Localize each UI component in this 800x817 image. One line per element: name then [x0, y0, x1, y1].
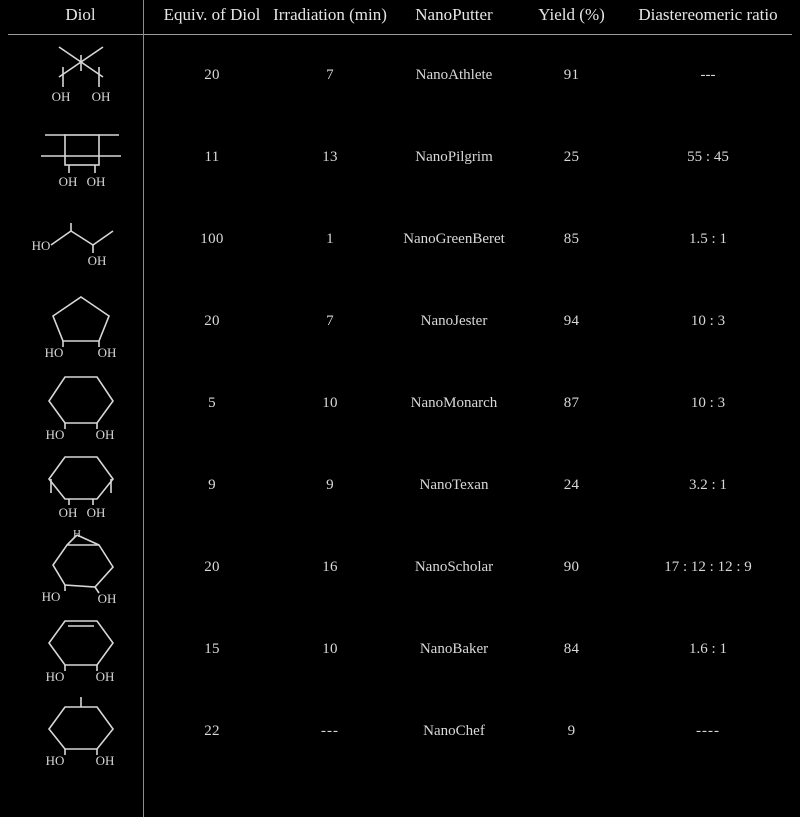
- table-row: [8, 445, 792, 527]
- yield-value: 91: [563, 67, 580, 84]
- equiv-value: 15: [204, 641, 220, 658]
- putter-name: NanoPilgrim: [415, 149, 493, 166]
- svg-text:OH: OH: [91, 88, 110, 104]
- yield-value: 87: [563, 395, 580, 412]
- putter-name: NanoJester: [420, 313, 488, 330]
- irradiation-value: 13: [322, 149, 338, 166]
- svg-text:OH: OH: [95, 752, 114, 768]
- equiv-value: 22: [204, 723, 220, 740]
- dr-value: ----: [696, 723, 720, 740]
- equiv-value: 20: [204, 559, 220, 576]
- dr-value: 17 : 12 : 12 : 9: [664, 559, 752, 576]
- molecule-diagram: [16, 447, 146, 525]
- table-row: [8, 117, 792, 199]
- svg-text:OH: OH: [58, 173, 77, 189]
- results-table: [8, 0, 792, 773]
- yield-value: 9: [567, 723, 576, 740]
- svg-text:HO: HO: [41, 588, 60, 604]
- equiv-value: 100: [200, 231, 224, 248]
- column-header-yield: Yield (%): [519, 0, 624, 34]
- dr-value: 1.6 : 1: [689, 641, 727, 658]
- dr-value: 55 : 45: [687, 149, 729, 166]
- dr-value: 3.2 : 1: [689, 477, 727, 494]
- yield-value: 85: [563, 231, 580, 248]
- dr-value: 10 : 3: [690, 395, 726, 412]
- structure-cell: [8, 363, 153, 445]
- table-row: [8, 609, 792, 691]
- structure-cell: [8, 199, 153, 281]
- putter-name: NanoChef: [423, 723, 485, 740]
- equiv-value: 11: [204, 149, 220, 166]
- molecule-diagram: [16, 529, 146, 607]
- table-row: [8, 281, 792, 363]
- svg-text:OH: OH: [97, 344, 116, 360]
- molecule-diagram: [16, 611, 146, 689]
- yield-value: 94: [563, 313, 580, 330]
- svg-text:OH: OH: [86, 504, 105, 520]
- svg-text:HO: HO: [45, 668, 64, 684]
- column-header-putter: NanoPutter: [389, 0, 519, 34]
- molecule-diagram: [16, 693, 146, 771]
- structure-cell: [8, 34, 153, 117]
- irradiation-value: ---: [321, 723, 339, 740]
- structure-cell: [8, 609, 153, 691]
- column-header-irradiation: Irradiation (min): [271, 0, 389, 34]
- table-row: [8, 691, 792, 773]
- irradiation-value: 1: [326, 231, 334, 248]
- svg-text:HO: HO: [45, 426, 64, 442]
- table-row: [8, 363, 792, 445]
- irradiation-value: 9: [326, 477, 334, 494]
- svg-text:OH: OH: [58, 504, 77, 520]
- molecule-diagram: [16, 201, 146, 279]
- yield-value: 90: [563, 559, 580, 576]
- table-row: [8, 527, 792, 609]
- equiv-value: 20: [204, 67, 220, 84]
- structure-cell: [8, 691, 153, 773]
- putter-name: NanoGreenBeret: [403, 231, 505, 248]
- svg-text:HO: HO: [31, 237, 50, 253]
- molecule-diagram: [16, 37, 146, 115]
- irradiation-value: 7: [326, 67, 334, 84]
- svg-text:HO: HO: [45, 752, 64, 768]
- structure-cell: [8, 117, 153, 199]
- dr-value: ---: [700, 67, 716, 84]
- svg-text:OH: OH: [95, 426, 114, 442]
- putter-name: NanoMonarch: [410, 395, 498, 412]
- column-header-diol: Diol: [8, 0, 153, 34]
- dr-value: 1.5 : 1: [689, 231, 727, 248]
- molecule-diagram: [16, 365, 146, 443]
- putter-name: NanoAthlete: [415, 67, 493, 84]
- irradiation-value: 10: [322, 641, 338, 658]
- svg-text:OH: OH: [87, 252, 106, 268]
- irradiation-value: 7: [326, 313, 334, 330]
- putter-name: NanoTexan: [419, 477, 489, 494]
- structure-cell: [8, 527, 153, 609]
- dr-value: 10 : 3: [690, 313, 726, 330]
- structure-cell: [8, 281, 153, 363]
- column-header-equiv: Equiv. of Diol: [153, 0, 271, 34]
- putter-name: NanoBaker: [419, 641, 489, 658]
- irradiation-value: 10: [322, 395, 338, 412]
- svg-text:OH: OH: [97, 590, 116, 606]
- yield-value: 24: [563, 477, 580, 494]
- structure-cell: [8, 445, 153, 527]
- column-header-dr: Diastereomeric ratio: [624, 0, 792, 34]
- svg-text:HO: HO: [44, 344, 63, 360]
- molecule-diagram: [16, 119, 146, 197]
- table-row: [8, 34, 792, 117]
- putter-name: NanoScholar: [414, 559, 494, 576]
- equiv-value: 5: [208, 395, 216, 412]
- table-row: [8, 199, 792, 281]
- equiv-value: 9: [208, 477, 216, 494]
- svg-text:OH: OH: [86, 173, 105, 189]
- svg-text:OH: OH: [51, 88, 70, 104]
- table-header-row: [8, 0, 792, 34]
- irradiation-value: 16: [322, 559, 338, 576]
- yield-value: 84: [563, 641, 580, 658]
- svg-text:OH: OH: [95, 668, 114, 684]
- svg-text:H: H: [72, 528, 81, 540]
- equiv-value: 20: [204, 313, 220, 330]
- molecule-diagram: [16, 283, 146, 361]
- yield-value: 25: [563, 149, 580, 166]
